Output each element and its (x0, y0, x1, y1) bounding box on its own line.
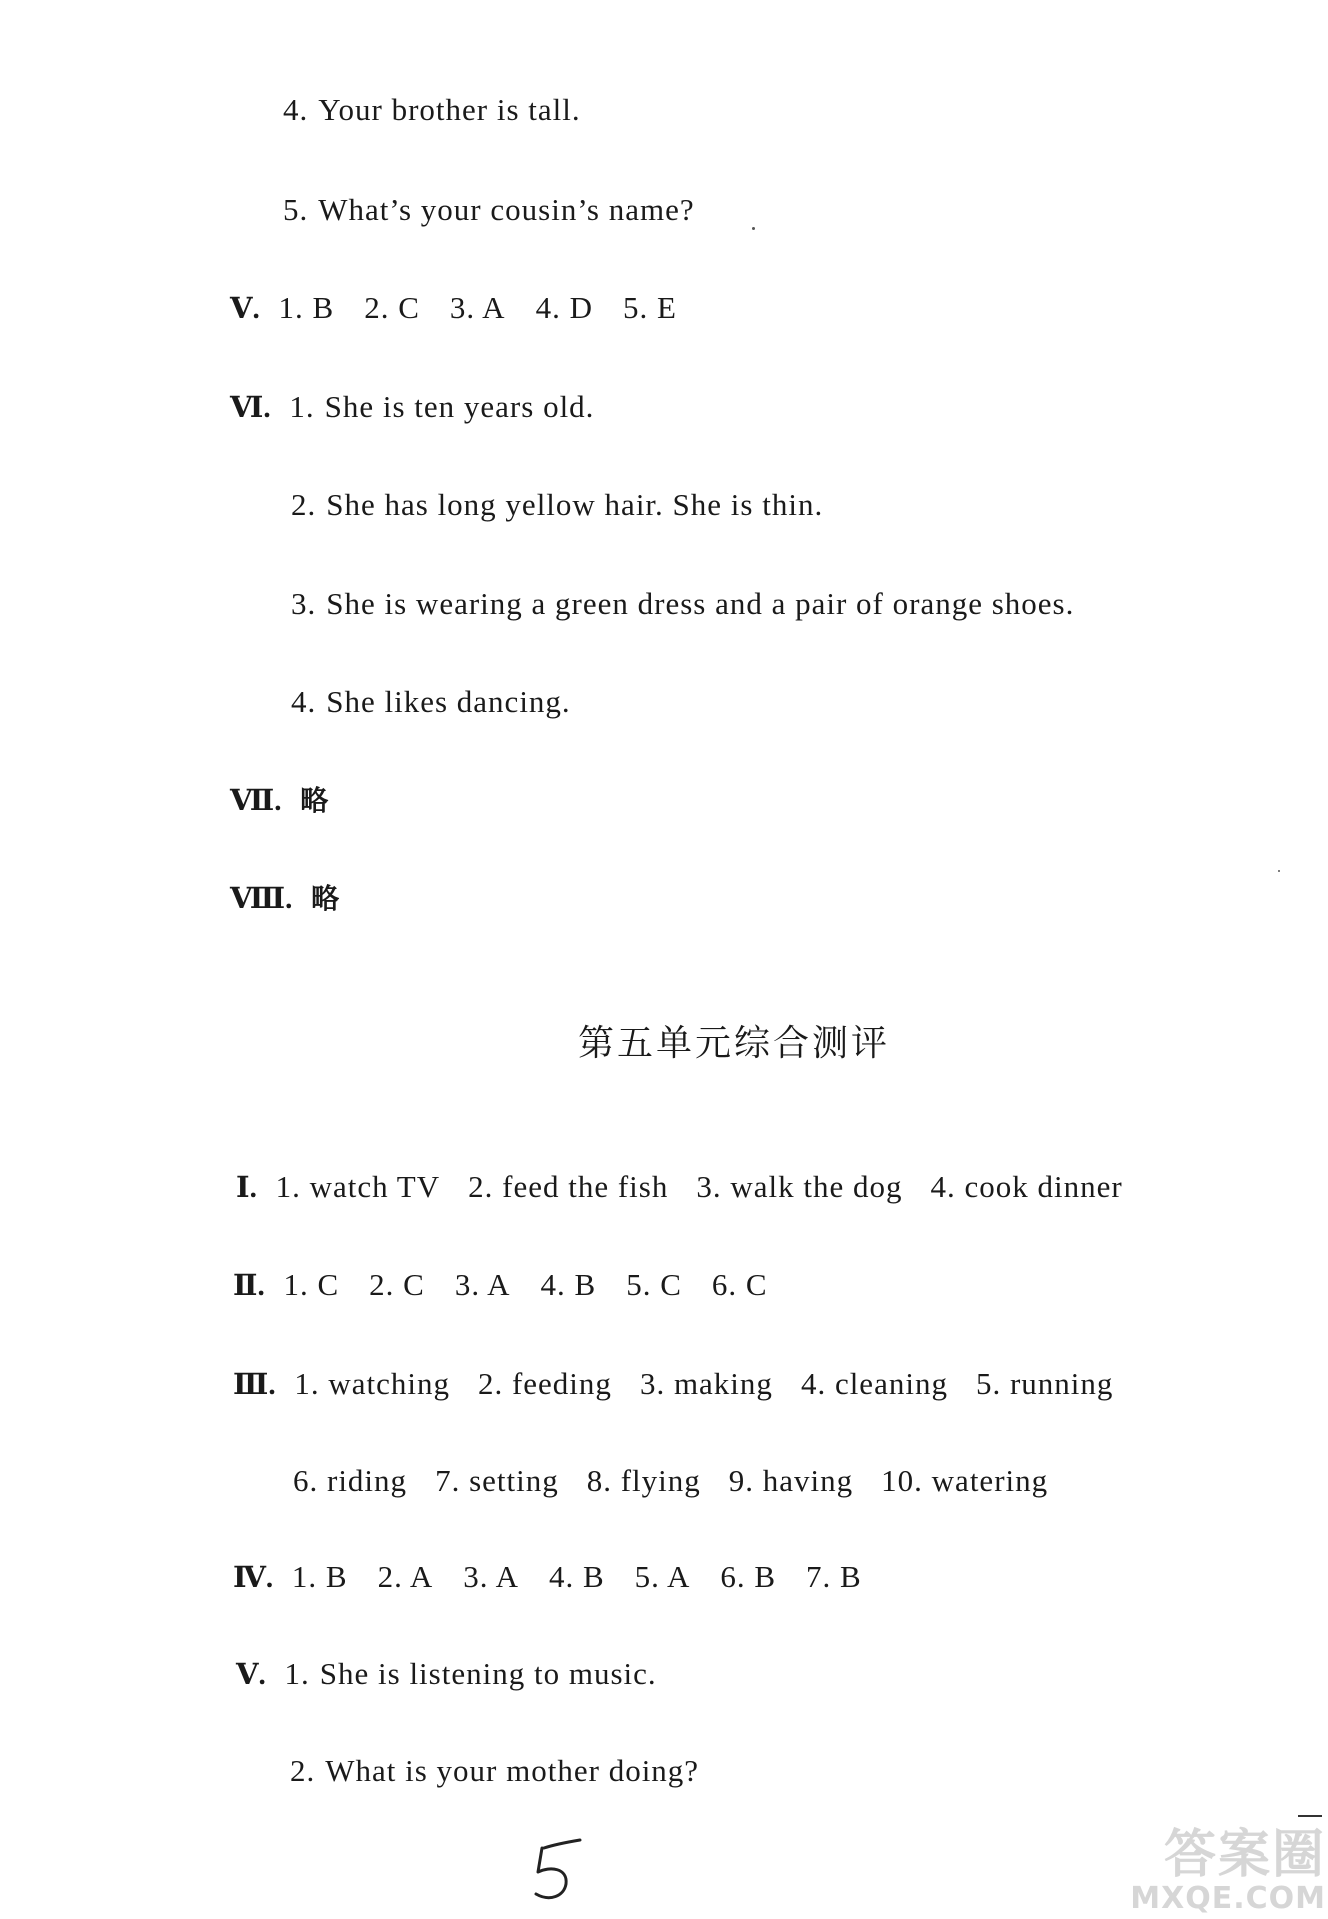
item-number: 2. (291, 487, 317, 522)
choice-answer: 2. C (364, 290, 420, 325)
choice-answer: 3. A (463, 1559, 519, 1594)
phrase-answer: 1. watch TV (275, 1169, 441, 1204)
choice-answer: 7. B (806, 1559, 862, 1594)
choice-answer: 5. E (622, 290, 677, 325)
choice-answer: 6. C (711, 1267, 768, 1302)
choice-answer: 1. C (283, 1267, 340, 1302)
speck (1278, 870, 1280, 872)
section-title: 第五单元综合测评 (578, 1023, 891, 1064)
watermark-url: MXQE.COM (1130, 1881, 1326, 1916)
section-numeral: Ⅵ. (230, 392, 271, 424)
word-answer: 8. flying (586, 1463, 701, 1498)
unit5-section-iv-answers (233, 1557, 862, 1598)
choice-answer: 2. C (369, 1267, 425, 1302)
unit5-section-ii-answers (233, 1265, 768, 1306)
answer-text: What’s your cousin’s name? (318, 192, 695, 227)
answer-line-5 (283, 190, 695, 230)
choice-answer: 1. B (291, 1559, 348, 1594)
section-numeral: Ⅲ. (233, 1369, 276, 1401)
word-answer: 2. feeding (477, 1366, 612, 1401)
section-vi-answer-4 (291, 682, 571, 722)
word-answer: 7. setting (435, 1463, 559, 1498)
choice-answer: 2. A (377, 1559, 434, 1594)
answer-text: She is ten years old. (324, 389, 595, 424)
section-vi-answer-1 (230, 387, 594, 428)
answer-text: She is listening to music. (319, 1656, 657, 1691)
word-answer: 4. cleaning (800, 1366, 948, 1401)
section-vii-answer (230, 780, 329, 821)
section-numeral: Ⅰ. (236, 1172, 257, 1204)
site-watermark (1130, 1827, 1326, 1915)
section-vi-answer-2 (291, 485, 823, 525)
section-viii-answer (230, 878, 340, 919)
phrase-answer: 3. walk the dog (696, 1169, 903, 1204)
phrase-answer: 4. cook dinner (930, 1169, 1123, 1204)
phrase-answer: 2. feed the fish (468, 1169, 669, 1204)
unit5-section-iii-answers-row1 (233, 1364, 1113, 1405)
choice-answer: 1. B (278, 290, 335, 325)
item-number: 2. (290, 1753, 316, 1788)
answer-text: Your brother is tall. (318, 92, 581, 127)
section-numeral: Ⅴ. (236, 1659, 266, 1691)
section-numeral: Ⅴ. (230, 293, 260, 325)
word-answer: 3. making (639, 1366, 773, 1401)
choice-answer: 5. A (634, 1559, 691, 1594)
item-number: 4. (283, 92, 309, 127)
word-answer: 1. watching (294, 1366, 450, 1401)
choice-answer: 5. C (626, 1267, 682, 1302)
unit5-section-i-answers (236, 1167, 1123, 1208)
choice-answer: 3. A (449, 290, 506, 325)
word-answer: 5. running (975, 1366, 1114, 1401)
answer-text: She likes dancing. (326, 684, 571, 719)
word-answer: 9. having (728, 1463, 854, 1498)
word-answer: 6. riding (293, 1463, 408, 1498)
word-answer: 10. watering (881, 1463, 1049, 1498)
section-vi-answer-3 (291, 584, 1074, 624)
section-numeral: Ⅳ. (233, 1562, 274, 1594)
handwritten-page-number (528, 1838, 598, 1908)
choice-answer: 3. A (454, 1267, 511, 1302)
section-numeral: Ⅶ. (230, 785, 282, 817)
section-v-answers (230, 288, 677, 329)
answer-text: She is wearing a green dress and a pair of orange shoes. (326, 586, 1075, 621)
unit5-section-v-answer-1 (236, 1654, 657, 1695)
answer-line-4 (283, 90, 581, 130)
item-number: 1. (284, 1656, 310, 1691)
unit5-section-v-answer-2 (290, 1751, 699, 1791)
choice-answer: 6. B (720, 1559, 777, 1594)
omitted-answer: 略 (300, 784, 330, 817)
margin-mark (1298, 1815, 1322, 1817)
item-number: 3. (291, 586, 317, 621)
speck (752, 227, 755, 230)
section-numeral: Ⅱ. (233, 1270, 265, 1302)
unit5-section-iii-answers-row2 (293, 1461, 1048, 1501)
choice-answer: 4. D (535, 290, 593, 325)
section-numeral: Ⅷ. (230, 883, 293, 915)
answer-text: What is your mother doing? (325, 1753, 700, 1788)
item-number: 1. (289, 389, 315, 424)
choice-answer: 4. B (540, 1267, 597, 1302)
watermark-logo-text: 答案圈 (1163, 1825, 1326, 1885)
item-number: 4. (291, 684, 317, 719)
item-number: 5. (283, 192, 309, 227)
answer-text: She has long yellow hair. She is thin. (326, 487, 824, 522)
choice-answer: 4. B (548, 1559, 605, 1594)
omitted-answer: 略 (311, 882, 341, 915)
